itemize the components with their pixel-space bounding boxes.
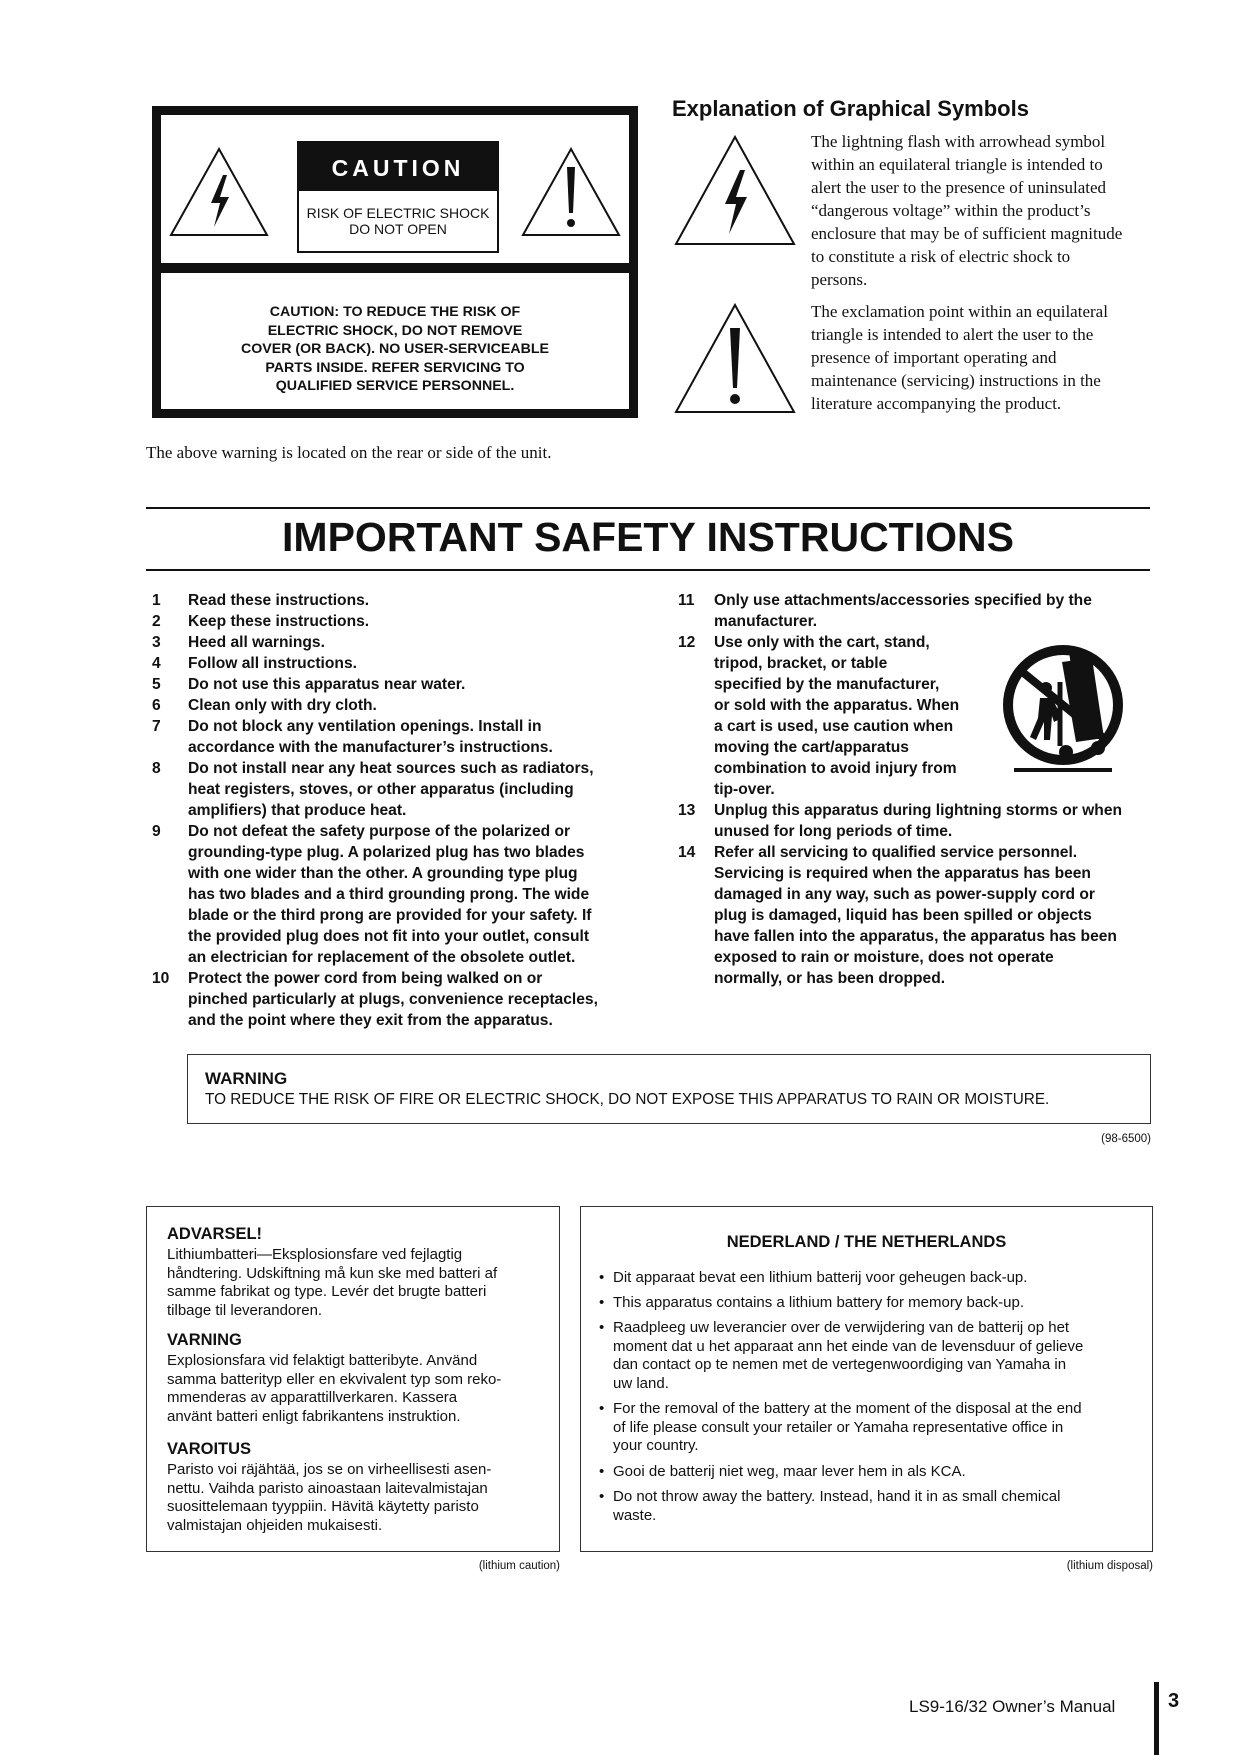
item-text	[188, 968, 628, 1031]
manual-title: LS9-16/32 Owner’s Manual	[909, 1697, 1116, 1716]
text-line: uw land.	[613, 1374, 669, 1392]
page-number: 3	[1168, 1690, 1180, 1712]
item-line: blade or the third prong are provided for your safety. If	[188, 907, 592, 924]
item-number: 6	[152, 697, 161, 714]
text-line: For the removal of the battery at the moment of the disposal at the end	[613, 1400, 1082, 1417]
item-number: 10	[152, 970, 170, 987]
text-line: mmenderas av apparattillverkaren. Kassera	[167, 1389, 458, 1406]
item-text: Clean only with dry cloth.	[188, 697, 377, 714]
lithium-disposal-code: (lithium disposal)	[1066, 1560, 1153, 1572]
warning-location-note: The above warning is located on the rear or side of the unit.	[146, 443, 552, 462]
instruction-item	[152, 611, 632, 632]
instruction-item	[678, 800, 1154, 842]
list-item: • Dit apparaat bevat een lithium batterij voor geheugen back-up.	[599, 1269, 1134, 1288]
text-line: persons.	[811, 270, 868, 289]
page-title: IMPORTANT SAFETY INSTRUCTIONS	[282, 514, 1014, 560]
item-line: tip-over.	[714, 781, 775, 798]
divider	[146, 569, 1150, 571]
item-line: normally, or has been dropped.	[714, 970, 946, 987]
list-item: • For the removal of the battery at the moment of the disposal at the end of life please consult your retailer or Yamaha representative office in your country.	[599, 1400, 1134, 1456]
text-line: The lightning flash with arrowhead symbol	[811, 132, 1106, 151]
lithium-disposal-box	[580, 1206, 1153, 1552]
caution-title-box	[297, 141, 499, 253]
item-number: 14	[678, 844, 696, 861]
text-line: moment dat u het apparaat ann het einde van de levensduur of gelieve	[613, 1337, 1084, 1355]
item-line: exposed to rain or moisture, does not operate	[714, 949, 1054, 966]
item-text: Do not use this apparatus near water.	[188, 676, 466, 693]
item-line: the provided plug does not fit into your outlet, consult	[188, 928, 590, 945]
instruction-item	[152, 590, 632, 611]
instruction-item	[152, 716, 632, 758]
caution-body-line: CAUTION: TO REDUCE THE RISK OF	[269, 304, 521, 320]
item-line: have fallen into the apparatus, the apparatus has been	[714, 928, 1117, 945]
item-number: 7	[152, 718, 161, 735]
text-line: nettu. Vaihda paristo ainoastaan laitevalmistajan	[167, 1479, 488, 1497]
item-number: 2	[152, 613, 161, 630]
item-line: Protect the power cord from being walked on or	[188, 970, 543, 987]
caution-title: CAUTION	[299, 143, 497, 191]
text-line: samma batterityp eller en ekvivalent typ som reko-	[167, 1370, 502, 1388]
text-line: of life please consult your retailer or Yamaha representative office in	[613, 1418, 1064, 1436]
item-text	[714, 590, 1154, 632]
text-line: within an equilateral triangle is intended to	[811, 155, 1103, 174]
item-line: a cart is used, use caution when	[714, 718, 954, 735]
caution-body-text	[181, 303, 609, 396]
item-line: grounding-type plug. A polarized plug has two blades	[188, 844, 585, 861]
instruction-item	[152, 674, 632, 695]
lightning-symbol-text	[811, 130, 1151, 291]
item-line: with one wider than the other. A grounding type plug	[188, 865, 578, 882]
advarsel-heading: ADVARSEL!	[167, 1225, 263, 1243]
warning-box	[187, 1054, 1151, 1124]
item-line: Do not block any ventilation openings. Install in	[188, 718, 542, 735]
item-text	[714, 632, 984, 800]
item-number: 8	[152, 760, 161, 777]
symbols-heading: Explanation of Graphical Symbols	[672, 96, 1029, 121]
text-line: alert the user to the presence of uninsulated	[811, 178, 1107, 197]
text-line: presence of important operating and	[811, 348, 1057, 367]
lithium-caution-code: (lithium caution)	[478, 1560, 560, 1572]
item-line: Use only with the cart, stand,	[714, 634, 930, 651]
item-number: 13	[678, 802, 696, 819]
exclamation-symbol-text	[811, 300, 1151, 415]
text-line: Raadpleeg uw leverancier over de verwijdering van de batterij op het	[613, 1319, 1070, 1336]
item-line: or sold with the apparatus. When	[714, 697, 960, 714]
warning-heading: WARNING	[205, 1069, 288, 1088]
item-number: 5	[152, 676, 161, 693]
item-line: tripod, bracket, or table	[714, 655, 888, 672]
netherlands-heading: NEDERLAND / THE NETHERLANDS	[726, 1233, 1007, 1251]
item-text: Read these instructions.	[188, 592, 370, 609]
text-line: to constitute a risk of electric shock to	[811, 247, 1071, 266]
item-line: moving the cart/apparatus	[714, 739, 909, 756]
caution-body-line: COVER (OR BACK). NO USER-SERVICEABLE	[241, 341, 549, 357]
item-number: 3	[152, 634, 161, 651]
text-line: håndtering. Udskiftning må kun ske med batteri af	[167, 1264, 498, 1282]
item-number: 11	[678, 592, 695, 609]
item-line: an electrician for replacement of the obsolete outlet.	[188, 949, 576, 966]
item-line: plug is damaged, liquid has been spilled or objects	[714, 907, 1092, 924]
item-line: Do not defeat the safety purpose of the polarized or	[188, 823, 571, 840]
list-item: • Raadpleeg uw leverancier over de verwijdering van de batterij op het moment dat u het apparaat ann het einde van de levensduur of gelieve dan contact op te nemen met de vertegenwoordiging van Yamaha in uw land.	[599, 1319, 1134, 1393]
item-line: damaged in any way, such as power-supply cord or	[714, 886, 1095, 903]
instruction-item	[152, 632, 632, 653]
text-line: “dangerous voltage” within the product’s	[811, 201, 1091, 220]
text-line: valmistajan ohjeiden mukaisesti.	[167, 1516, 383, 1534]
item-line: Refer all servicing to qualified service personnel.	[714, 844, 1078, 861]
item-text	[714, 842, 1154, 989]
text-line: Explosionsfara vid felaktigt batteribyte. Använd	[167, 1352, 478, 1369]
text-line: dan contact op te nemen met de vertegenwoordiging van Yamaha in	[613, 1356, 1067, 1373]
cart-tip-over-icon	[1000, 642, 1126, 778]
item-line: and the point where they exit from the apparatus.	[188, 1012, 553, 1029]
item-number: 4	[152, 655, 161, 672]
caution-label	[152, 106, 638, 418]
instruction-item	[678, 842, 1154, 989]
item-text: Follow all instructions.	[188, 655, 357, 672]
exclamation-symbol-icon	[672, 302, 798, 416]
item-text	[188, 758, 628, 821]
text-line: Dit apparaat bevat een lithium batterij voor geheugen back-up.	[613, 1269, 1028, 1286]
item-line: unused for long periods of time.	[714, 823, 953, 840]
item-line: Only use attachments/accessories specified by the	[714, 592, 1092, 609]
caution-body-line: ELECTRIC SHOCK, DO NOT REMOVE	[267, 322, 523, 339]
text-line: waste.	[613, 1506, 657, 1524]
text-line: Do not throw away the battery. Instead, hand it in as small chemical	[613, 1488, 1061, 1505]
warning-code: (98-6500)	[1101, 1133, 1151, 1145]
text-line: tilbage til leverandoren.	[167, 1301, 323, 1319]
item-line: Servicing is required when the apparatus has been	[714, 865, 1091, 882]
item-text	[188, 821, 628, 968]
footer-bar	[1154, 1682, 1159, 1755]
item-text	[714, 800, 1154, 842]
item-number: 9	[152, 823, 161, 840]
text-line: enclosure that may be of sufficient magnitude	[811, 224, 1123, 243]
item-line: specified by the manufacturer,	[714, 676, 940, 693]
text-line: samme fabrikat og type. Levér det brugte batteri	[167, 1283, 487, 1300]
divider	[146, 507, 1150, 509]
item-line: combination to avoid injury from	[714, 760, 957, 777]
lightning-symbol-icon	[672, 134, 798, 248]
list-item: • Do not throw away the battery. Instead, hand it in as small chemical waste.	[599, 1488, 1134, 1525]
item-line: manufacturer.	[714, 613, 818, 630]
text-line: Paristo voi räjähtää, jos se on virheellisesti asen-	[167, 1461, 492, 1478]
item-line: Unplug this apparatus during lightning storms or when	[714, 802, 1123, 819]
lithium-caution-box	[146, 1206, 560, 1552]
instruction-item	[152, 695, 632, 716]
varoitus-text	[167, 1461, 491, 1535]
varning-text	[167, 1352, 501, 1426]
instruction-item	[678, 590, 1154, 632]
text-line: your country.	[613, 1437, 699, 1454]
varning-heading: VARNING	[167, 1331, 242, 1349]
text-line: Lithiumbatteri—Eksplosionsfare ved fejlagtig	[167, 1246, 463, 1263]
exclamation-warning-icon	[519, 145, 623, 239]
text-line: The exclamation point within an equilateral	[811, 302, 1108, 321]
text-line: maintenance (servicing) instructions in the	[811, 371, 1101, 390]
instruction-item	[152, 653, 632, 674]
item-text	[188, 716, 628, 758]
risk-text-line2: DO NOT OPEN	[349, 221, 447, 237]
warning-text: TO REDUCE THE RISK OF FIRE OR ELECTRIC SHOCK, DO NOT EXPOSE THIS APPARATUS TO RAIN OR MOISTURE.	[205, 1091, 1050, 1108]
item-line: Do not install near any heat sources such as radiators,	[188, 760, 594, 777]
text-line: Gooi de batterij niet weg, maar lever hem in als KCA.	[613, 1463, 966, 1480]
item-number: 1	[152, 592, 161, 609]
item-line: has two blades and a third grounding prong. The wide	[188, 886, 590, 903]
text-line: triangle is intended to alert the user to the	[811, 325, 1094, 344]
instruction-item	[152, 968, 632, 1031]
item-number: 12	[678, 634, 696, 651]
text-line: suosittelemaan tyyppiin. Hävitä käytetty paristo	[167, 1498, 479, 1515]
risk-text-line1: RISK OF ELECTRIC SHOCK	[306, 205, 490, 221]
instruction-item	[152, 758, 632, 821]
item-line: pinched particularly at plugs, convenience receptacles,	[188, 991, 598, 1008]
caution-body-line: QUALIFIED SERVICE PERSONNEL.	[275, 378, 515, 394]
text-line: använt batteri enligt fabrikantens instruktion.	[167, 1407, 461, 1425]
text-line: literature accompanying the product.	[811, 394, 1062, 413]
item-text: Heed all warnings.	[188, 634, 325, 651]
text-line: This apparatus contains a lithium battery for memory back-up.	[613, 1294, 1025, 1311]
instruction-item	[152, 821, 632, 968]
item-line: amplifiers) that produce heat.	[188, 802, 407, 819]
caution-label-upper	[161, 115, 629, 273]
item-line: heat registers, stoves, or other apparatus (including	[188, 781, 574, 798]
list-item: • Gooi de batterij niet weg, maar lever hem in als KCA.	[599, 1463, 1134, 1482]
varoitus-heading: VAROITUS	[167, 1440, 252, 1458]
item-text: Keep these instructions.	[188, 613, 370, 630]
item-line: accordance with the manufacturer’s instructions.	[188, 739, 553, 756]
lightning-warning-icon	[167, 145, 271, 239]
advarsel-text	[167, 1246, 497, 1320]
caution-body-line: PARTS INSIDE. REFER SERVICING TO	[265, 359, 525, 376]
list-item: • This apparatus contains a lithium battery for memory back-up.	[599, 1294, 1134, 1313]
